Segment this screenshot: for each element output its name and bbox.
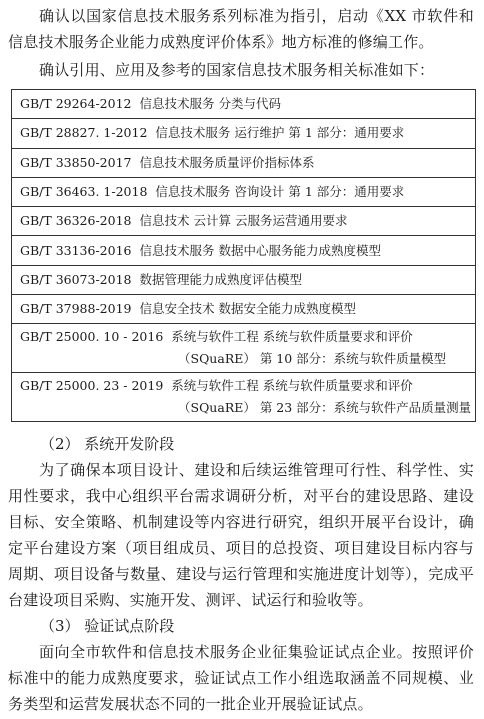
standard-code: GB/T 37988-2019 bbox=[20, 301, 132, 317]
standard-title: 系统与软件工程 系统与软件质量要求和评价 bbox=[171, 329, 413, 345]
standard-cell bbox=[12, 373, 476, 422]
section-3-heading: （3） 验证试点阶段 bbox=[40, 617, 175, 635]
standard-cell bbox=[12, 119, 476, 148]
standard-cell bbox=[12, 295, 476, 324]
standard-code: GB/T 36073-2018 bbox=[20, 271, 132, 287]
standard-title: 信息技术服务质量评价指标体系 bbox=[139, 154, 315, 170]
table-row bbox=[12, 90, 476, 119]
standard-cell bbox=[12, 324, 476, 373]
table-row bbox=[12, 148, 476, 177]
standard-code: GB/T 28827. 1-2012 bbox=[20, 125, 148, 141]
standard-code: GB/T 33850-2017 bbox=[20, 154, 132, 170]
standard-title: 信息安全技术 数据安全能力成熟度模型 bbox=[139, 301, 356, 317]
table-row bbox=[12, 373, 476, 422]
standard-cell bbox=[12, 148, 476, 177]
standards-intro-paragraph: 确认引用、应用及参考的国家信息技术服务相关标准如下： bbox=[39, 61, 435, 79]
standard-title: 系统与软件工程 系统与软件质量要求和评价 bbox=[171, 378, 413, 394]
table-row bbox=[12, 265, 476, 294]
table-row bbox=[12, 295, 476, 324]
intro-paragraph: 确认以国家信息技术服务系列标准为指引，启动《XX 市软件和信息技术服务企业能力成熟度评价体系》地方标准的修编工作。 bbox=[8, 7, 474, 51]
section-3-body: 面向全市软件和信息技术服务企业征集验证试点企业。按照评价标准中的能力成熟度要求，验证试点工作小组选取涵盖不同规模、业务类型和运营发展状态不同的一批企业开展验证试点。 bbox=[8, 643, 474, 713]
standard-title: 信息技术 云计算 云服务运营通用要求 bbox=[139, 213, 348, 229]
standard-code: GB/T 36463. 1-2018 bbox=[20, 184, 148, 200]
standard-cell bbox=[12, 177, 476, 206]
standard-cell bbox=[12, 207, 476, 236]
standard-title: 信息技术服务 咨询设计 第 1 部分：通用要求 bbox=[155, 184, 405, 200]
table-row bbox=[12, 236, 476, 265]
standard-title: 信息技术服务 运行维护 第 1 部分：通用要求 bbox=[155, 125, 405, 141]
standard-code: GB/T 36326-2018 bbox=[20, 213, 132, 229]
standard-code: GB/T 33136-2016 bbox=[20, 242, 132, 258]
standard-code: GB/T 25000. 10 - 2016 bbox=[20, 329, 164, 345]
table-row bbox=[12, 177, 476, 206]
section-2-body: 为了确保本项目设计、建设和后续运维管理可行性、科学性、实用性要求，我中心组织平台需求调研分析，对平台的建设思路、建设目标、安全策略、机制建设等内容进行研究，组织开展平台设计，确定平台建设方案（项目组成员、项目的总投资、项目建设目标内容与周期、项目设备与数量、建设与运行管理和实施进度计划等），完成平台建设项目采购、实施开发、测评、试运行和验收等。 bbox=[8, 461, 474, 609]
standard-title-continuation: （SQuaRE） 第 10 部分：系统与软件质量模型 bbox=[178, 351, 447, 367]
table-row bbox=[12, 119, 476, 148]
standard-code: GB/T 25000. 23 - 2019 bbox=[20, 378, 164, 394]
table-row bbox=[12, 324, 476, 373]
table-row bbox=[12, 207, 476, 236]
standard-cell bbox=[12, 90, 476, 119]
section-2-heading: （2） 系统开发阶段 bbox=[40, 435, 175, 453]
standard-code: GB/T 29264-2012 bbox=[20, 96, 132, 112]
standard-title: 信息技术服务 分类与代码 bbox=[139, 96, 281, 112]
standards-table bbox=[11, 89, 476, 422]
standard-cell bbox=[12, 236, 476, 265]
standard-title: 数据管理能力成熟度评估模型 bbox=[139, 271, 303, 287]
standard-title-continuation: （SQuaRE） 第 23 部分：系统与软件产品质量测量 bbox=[178, 400, 472, 416]
standard-cell bbox=[12, 265, 476, 294]
standard-title: 信息技术服务 数据中心服务能力成熟度模型 bbox=[139, 242, 381, 258]
